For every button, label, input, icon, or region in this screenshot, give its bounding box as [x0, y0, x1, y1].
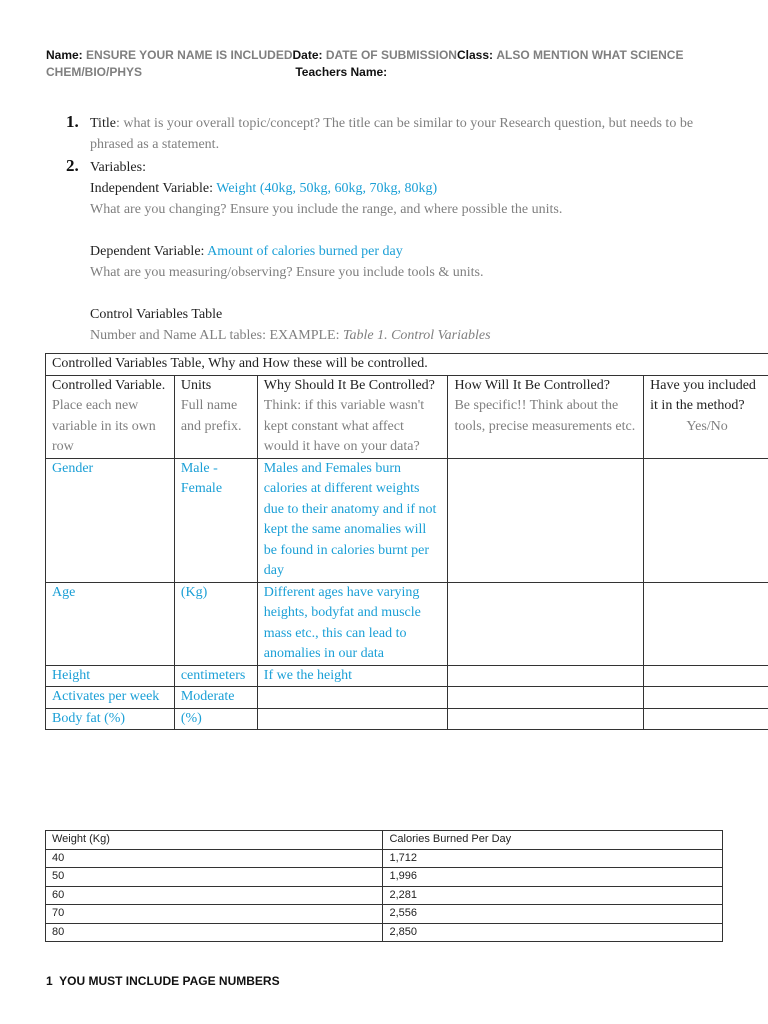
calories-cell: 2,850: [383, 923, 723, 942]
how-cell: [448, 582, 644, 665]
table-row: [46, 905, 723, 924]
page-number: 1: [46, 974, 53, 988]
calories-cell: 1,996: [383, 868, 723, 887]
how-cell: [448, 687, 644, 709]
title-section: [66, 113, 736, 155]
variables-label: Variables:: [90, 160, 146, 175]
control-hint: Number and Name ALL tables: EXAMPLE:: [90, 328, 343, 343]
why-cell: [257, 708, 448, 730]
table-row: [46, 582, 768, 665]
column-title: Have you included it in the method?: [650, 377, 756, 413]
weight-cell: 40: [46, 849, 383, 868]
column-title: How Will It Be Controlled?: [454, 377, 610, 393]
table-row: [46, 886, 723, 905]
table-header-row: [46, 375, 768, 458]
weight-cell: 60: [46, 886, 383, 905]
units-cell: centimeters: [174, 665, 257, 687]
column-title: Units: [180, 377, 212, 393]
dependent-value: Amount of calories burned per day: [207, 244, 403, 259]
weight-cell: 80: [46, 923, 383, 942]
class-label: Class:: [456, 48, 494, 62]
column-title: Why Should It Be Controlled?: [263, 377, 435, 393]
variables-section: [66, 157, 736, 346]
document-header: [46, 47, 746, 81]
column-hint: Be specific!! Think about the tools, precise measurements etc.: [454, 398, 636, 434]
class-value: ALSO MENTION WHAT SCIENCE CHEM/BIO/PHYS: [46, 48, 684, 79]
weight-cell: 50: [46, 868, 383, 887]
method-cell: [644, 458, 768, 582]
variable-cell: Gender: [46, 458, 175, 582]
title-hint: : what is your overall topic/concept? The title can be similar to your Research question, but needs to be phrased as a statement.: [90, 116, 694, 152]
page-footer: [46, 974, 280, 988]
column-header: [174, 375, 257, 458]
table-row: [46, 665, 768, 687]
table-row: [46, 868, 723, 887]
variable-cell: Activates per week: [46, 687, 175, 709]
table-row: [46, 708, 768, 730]
table-caption-row: [46, 354, 768, 376]
calories-cell: 2,281: [383, 886, 723, 905]
method-cell: [644, 582, 768, 665]
table-row: [46, 687, 768, 709]
why-cell: Different ages have varying heights, bodyfat and muscle mass etc., this can lead to anomalies in our data: [257, 582, 448, 665]
column-header: [644, 375, 768, 458]
table-header-row: [46, 831, 723, 850]
why-cell: Males and Females burn calories at different weights due to their anatomy and if not kept the same anomalies will be found in calories burnt per day: [257, 458, 448, 582]
independent-hint: What are you changing? Ensure you include the range, and where possible the units.: [90, 202, 563, 217]
independent-label: Independent Variable:: [90, 181, 213, 196]
control-heading: Control Variables Table: [90, 307, 223, 322]
dependent-hint: What are you measuring/observing? Ensure you include tools & units.: [90, 265, 484, 280]
calories-cell: 2,556: [383, 905, 723, 924]
variable-cell: Age: [46, 582, 175, 665]
column-header: [46, 375, 175, 458]
section-list: [66, 113, 736, 346]
variable-cell: Height: [46, 665, 175, 687]
column-header: Calories Burned Per Day: [383, 831, 723, 850]
variable-cell: Body fat (%): [46, 708, 175, 730]
column-hint: Think: if this variable wasn't kept constant what affect would it have on your data?: [263, 398, 425, 454]
how-cell: [448, 458, 644, 582]
table-row: [46, 849, 723, 868]
table-row: [46, 458, 768, 582]
dependent-label: Dependent Variable:: [90, 244, 205, 259]
section-number-2: 2.: [66, 156, 79, 175]
column-header: [448, 375, 644, 458]
why-cell: [257, 687, 448, 709]
date-label: Date:: [292, 48, 323, 62]
column-hint: Place each new variable in its own row: [52, 398, 156, 454]
teacher-label: Teachers Name:: [295, 65, 388, 79]
column-title: Controlled Variable.: [52, 377, 166, 393]
controlled-variables-table: [45, 353, 768, 730]
weight-calories-table: [45, 830, 723, 942]
name-value: ENSURE YOUR NAME IS INCLUDED: [86, 48, 293, 62]
method-cell: [644, 708, 768, 730]
column-header: [257, 375, 448, 458]
how-cell: [448, 665, 644, 687]
column-header: Weight (Kg): [46, 831, 383, 850]
how-cell: [448, 708, 644, 730]
title-label: Title: [90, 116, 116, 131]
date-value: DATE OF SUBMISSION: [325, 48, 457, 62]
units-cell: Male - Female: [174, 458, 257, 582]
table-caption: Controlled Variables Table, Why and How these will be controlled.: [46, 354, 768, 376]
control-example: Table 1. Control Variables: [342, 328, 491, 343]
units-cell: (Kg): [174, 582, 257, 665]
method-cell: [644, 665, 768, 687]
units-cell: Moderate: [174, 687, 257, 709]
column-hint: Yes/No: [686, 418, 728, 434]
calories-cell: 1,712: [383, 849, 723, 868]
units-cell: (%): [174, 708, 257, 730]
section-number-1: 1.: [66, 112, 79, 131]
name-label: Name:: [46, 48, 83, 62]
why-cell: If we the height: [257, 665, 448, 687]
method-cell: [644, 687, 768, 709]
table-row: [46, 923, 723, 942]
independent-value: Weight (40kg, 50kg, 60kg, 70kg, 80kg): [216, 181, 438, 196]
weight-cell: 70: [46, 905, 383, 924]
column-hint: Full name and prefix.: [180, 398, 242, 434]
footer-note: YOU MUST INCLUDE PAGE NUMBERS: [59, 974, 280, 988]
